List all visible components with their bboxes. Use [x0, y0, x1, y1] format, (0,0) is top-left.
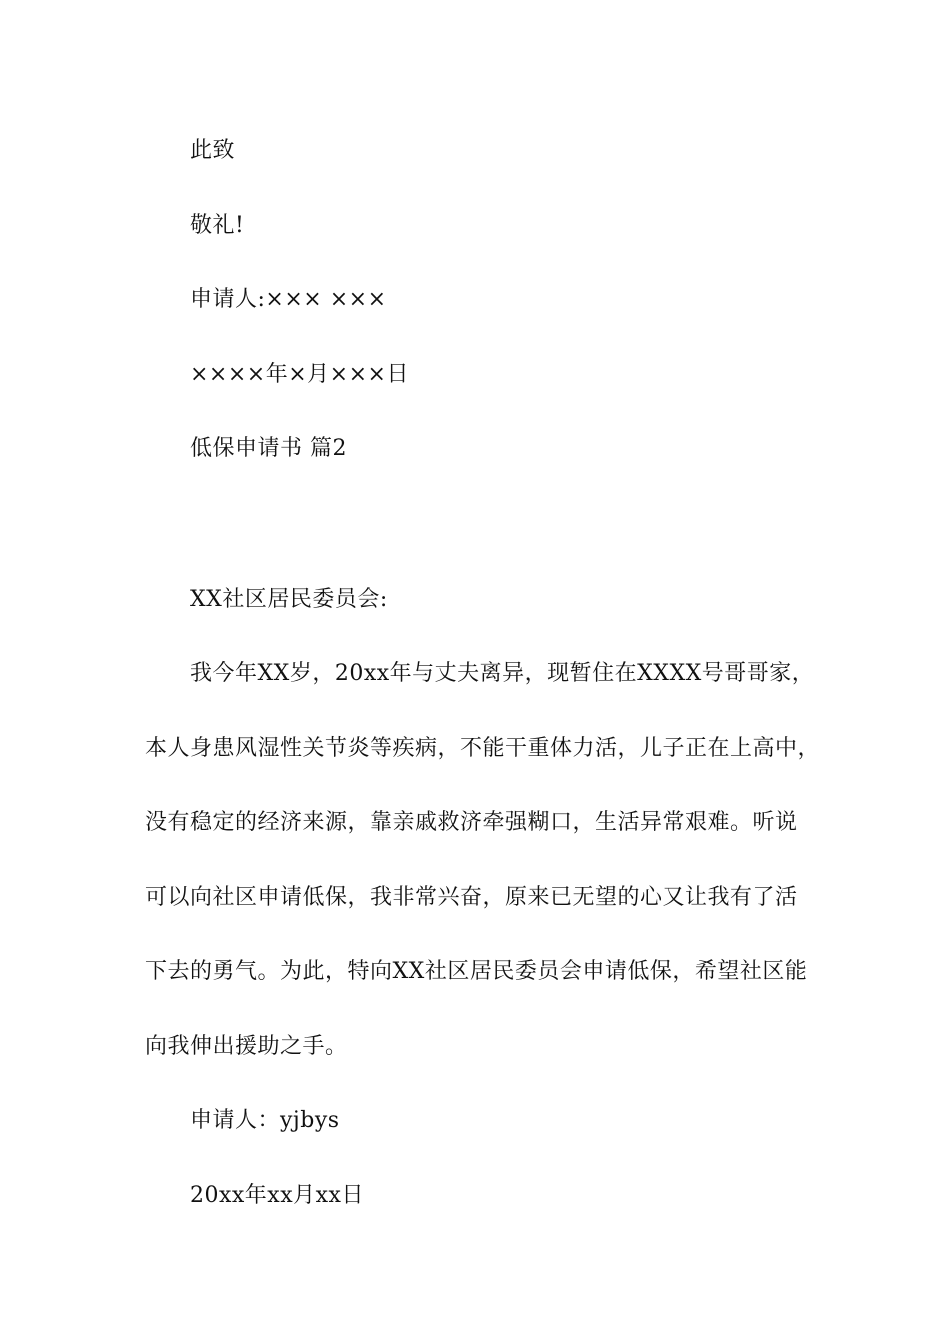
section-title: 低保申请书 篇2 [190, 436, 347, 461]
body-line: 本人身患风湿性关节炎等疾病，不能干重体力活，儿子正在上高中， [145, 736, 821, 761]
addressee: XX社区居民委员会: [190, 587, 388, 612]
applicant-signature: 申请人:××× ××× [190, 287, 387, 312]
body-line: 我今年XX岁，20xx年与丈夫离异，现暂住在XXXX号哥哥家， [190, 661, 815, 686]
signature-date-2: 20xx年xx月xx日 [190, 1183, 364, 1208]
body-line: 没有稳定的经济来源，靠亲戚救济牵强糊口，生活异常艰难。听说 [145, 810, 798, 835]
body-line: 可以向社区申请低保，我非常兴奋，原来已无望的心又让我有了活 [145, 885, 798, 910]
applicant-signature-2: 申请人：yjbys [190, 1108, 340, 1133]
signature-date: ××××年×月×××日 [190, 362, 409, 387]
closing-line-1: 此致 [190, 138, 236, 163]
body-line: 向我伸出援助之手。 [145, 1034, 348, 1059]
closing-line-2: 敬礼! [190, 213, 245, 238]
body-line: 下去的勇气。为此，特向XX社区居民委员会申请低保，希望社区能 [145, 959, 808, 984]
